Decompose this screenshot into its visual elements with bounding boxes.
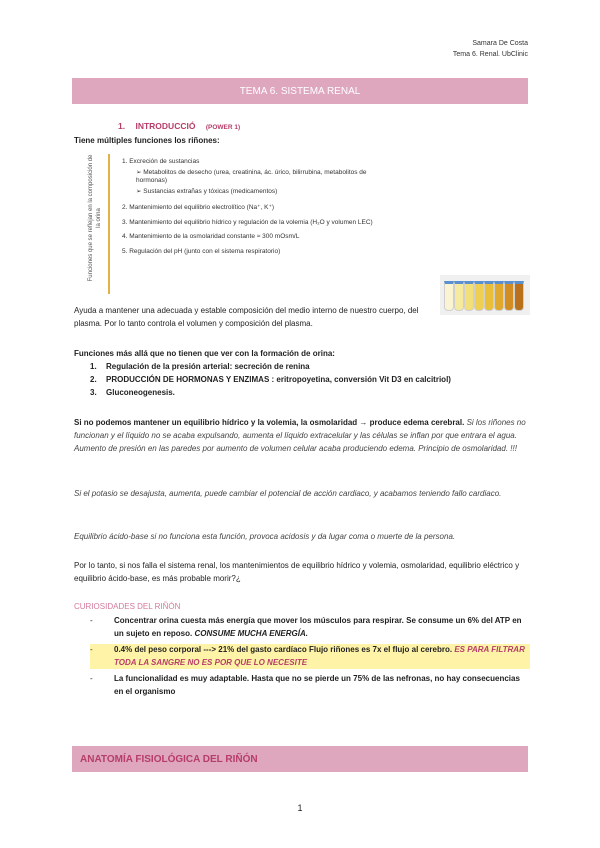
figure-item: 1. Excreción de sustancias — [122, 158, 200, 165]
urine-tubes-image — [440, 275, 530, 315]
para-edema — [74, 416, 530, 455]
tube — [484, 281, 494, 311]
page-title: TEMA 6. SISTEMA RENAL — [239, 85, 361, 97]
section-title: ANATOMÍA FISIOLÓGICA DEL RIÑÓN — [80, 753, 258, 765]
tube — [494, 281, 504, 311]
intro-line: Tiene múltiples funciones los riñones: — [74, 136, 220, 145]
figure-list — [122, 158, 382, 262]
title-band — [72, 78, 528, 104]
para-acid-base: Equilibrio ácido-base si no funciona esta función, provoca acidosis y da lugar coma o muerte de la persona. — [74, 532, 456, 541]
section-title: INTRODUCCIÓ — [135, 121, 196, 131]
para-potassium: Si el potasio se desajusta, aumenta, puede cambiar el potencial de acción cardiaco, y acabamos teniendo fallo cardiaco. — [74, 489, 502, 498]
para-composition: Ayuda a mantener una adecuada y estable composición del medio interno de nuestro cuerpo, del plasma. Por lo tanto controla el volumen y composición del plasma. — [74, 306, 419, 328]
list-item: 1. Regulación de la presión arterial: secreción de renina — [90, 362, 310, 371]
author-name: Samara De Costa — [472, 40, 528, 47]
list-item: 3. Gluconeogenesis. — [90, 388, 175, 397]
list-item: - Concentrar orina cuesta más energía que mover los músculos para respirar. Se consume un 6% del ATP en un sujeto en reposo. CONSUME MUCHA ENERGÍA. — [90, 616, 522, 638]
page-header — [453, 38, 528, 60]
figure-accent-bar — [108, 154, 110, 294]
page-number: 1 — [297, 803, 303, 813]
curiosities-heading: CURIOSIDADES DEL RIÑÓN — [74, 602, 181, 611]
section-tag: (POWER 1) — [205, 124, 241, 131]
tube — [504, 281, 514, 311]
figure-item: 5. Regulación del pH (junto con el sistema respiratorio) — [122, 247, 281, 255]
tube — [454, 281, 464, 311]
section-heading-intro — [118, 121, 240, 131]
section-band-anatomy — [72, 746, 528, 772]
functions-figure — [78, 150, 384, 296]
tube — [514, 281, 524, 311]
tube — [474, 281, 484, 311]
list-item: - La funcionalidad es muy adaptable. Hasta que no se pierde un 75% de las nefronas, no hay consecuencias en el organismo — [90, 674, 520, 696]
curiosities-list — [90, 615, 530, 698]
section-number: 1. — [118, 121, 126, 131]
figure-item: ➢ Sustancias extrañas y tóxicas (medicamentos) — [136, 187, 278, 195]
figure-item: 4. Mantenimiento de la osmolaridad constante ≈ 300 mOsm/L — [122, 233, 300, 240]
list-item-highlighted: - 0.4% del peso corporal ---> 21% del gasto cardíaco Flujo riñones es 7x el flujo al cerebro. ES PARA FILTRAR TODA LA SANGRE NO ES POR QUE LO NECESITE — [90, 644, 530, 669]
tube — [464, 281, 474, 311]
list-item: 2. PRODUCCIÓN DE HORMONAS Y ENZIMAS : eritropoyetina, conversión Vit D3 en calcitriol) — [90, 375, 451, 384]
para-edema-italic: Si los riñones no funcionan y el líquido no se acaba expulsando, aumenta el líquido extracelular y las células se inflan por que entrara el agua. Aumento de presión en las paredes por aumento de volumen celular acaba produciendo edema. Principio de osmolaridad. !!! — [74, 418, 526, 453]
figure-item: 3. Mantenimiento del equilibrio hídrico y regulación de la volemia (H₂O y volumen LEC) — [122, 218, 373, 226]
figure-side-label: Funciones que se reflejan en la composición de la orina — [88, 154, 102, 282]
figure-item: ➢ Metabolitos de desecho (urea, creatinina, ác. úrico, bilirrubina, metabolitos de hormonas) — [136, 168, 367, 184]
functions-list — [90, 360, 451, 399]
functions-heading: Funciones más allá que no tienen que ver con la formación de orina: — [74, 349, 335, 358]
para-conclusion: Por lo tanto, si nos falla el sistema renal, los mantenimientos de equilibrio hídrico y volemia, osmolaridad, equilibrio eléctrico y equilibrio ácido-base, es más probable morir?¿ — [74, 561, 520, 583]
tube — [444, 281, 454, 311]
course-name: Tema 6. Renal. UbClinic — [452, 51, 528, 58]
figure-item: 2. Mantenimiento del equilibrio electrolítico (Na⁺, K⁺) — [122, 204, 275, 211]
para-edema-normal: Si no podemos mantener un equilibrio hídrico y la volemia, la osmolaridad → produce edema cerebral. — [74, 418, 465, 427]
